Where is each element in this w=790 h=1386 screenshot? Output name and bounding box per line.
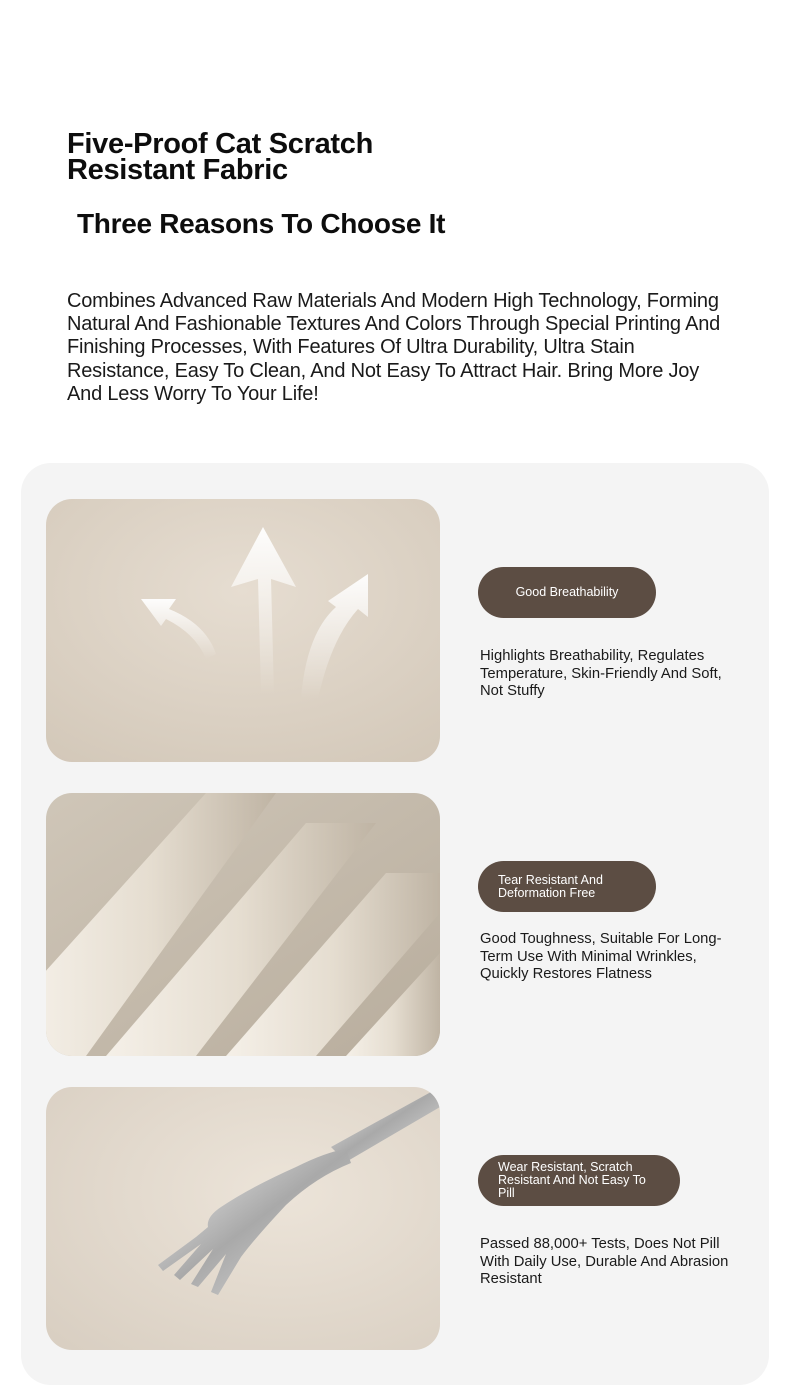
page-title: Five-Proof Cat Scratch Resistant Fabric — [67, 128, 374, 186]
feature-label-breathability: Good Breathability — [478, 567, 656, 618]
fork-scratch-image — [46, 1087, 440, 1350]
breathability-arrows-image — [46, 499, 440, 762]
intro-paragraph: Combines Advanced Raw Materials And Modern High Technology, Forming Natural And Fashionable Textures And Colors Through Special Printing And Finishing Processes, With Features Of Ultra Durability, Ultra Stain Resistance, Easy To Clean, And Not Easy To Attract Hair. Bring More Joy And Less Worry To Your Life! — [67, 290, 721, 405]
feature-label-tear-resistant: Tear Resistant And Deformation Free — [478, 861, 656, 912]
feature-label-wear-resistant: Wear Resistant, Scratch Resistant And Not Easy To Pill — [478, 1155, 680, 1206]
feature-description-breathability: Highlights Breathability, Regulates Temperature, Skin-Friendly And Soft, Not Stuffy — [480, 648, 722, 700]
feature-description-tear-resistant: Good Toughness, Suitable For Long-Term Use With Minimal Wrinkles, Quickly Restores Flatness — [480, 931, 722, 983]
feature-description-wear-resistant: Passed 88,000+ Tests, Does Not Pill With Daily Use, Durable And Abrasion Resistant — [480, 1236, 729, 1288]
page-subtitle: Three Reasons To Choose It — [77, 208, 446, 239]
fabric-folds-image — [46, 793, 440, 1056]
